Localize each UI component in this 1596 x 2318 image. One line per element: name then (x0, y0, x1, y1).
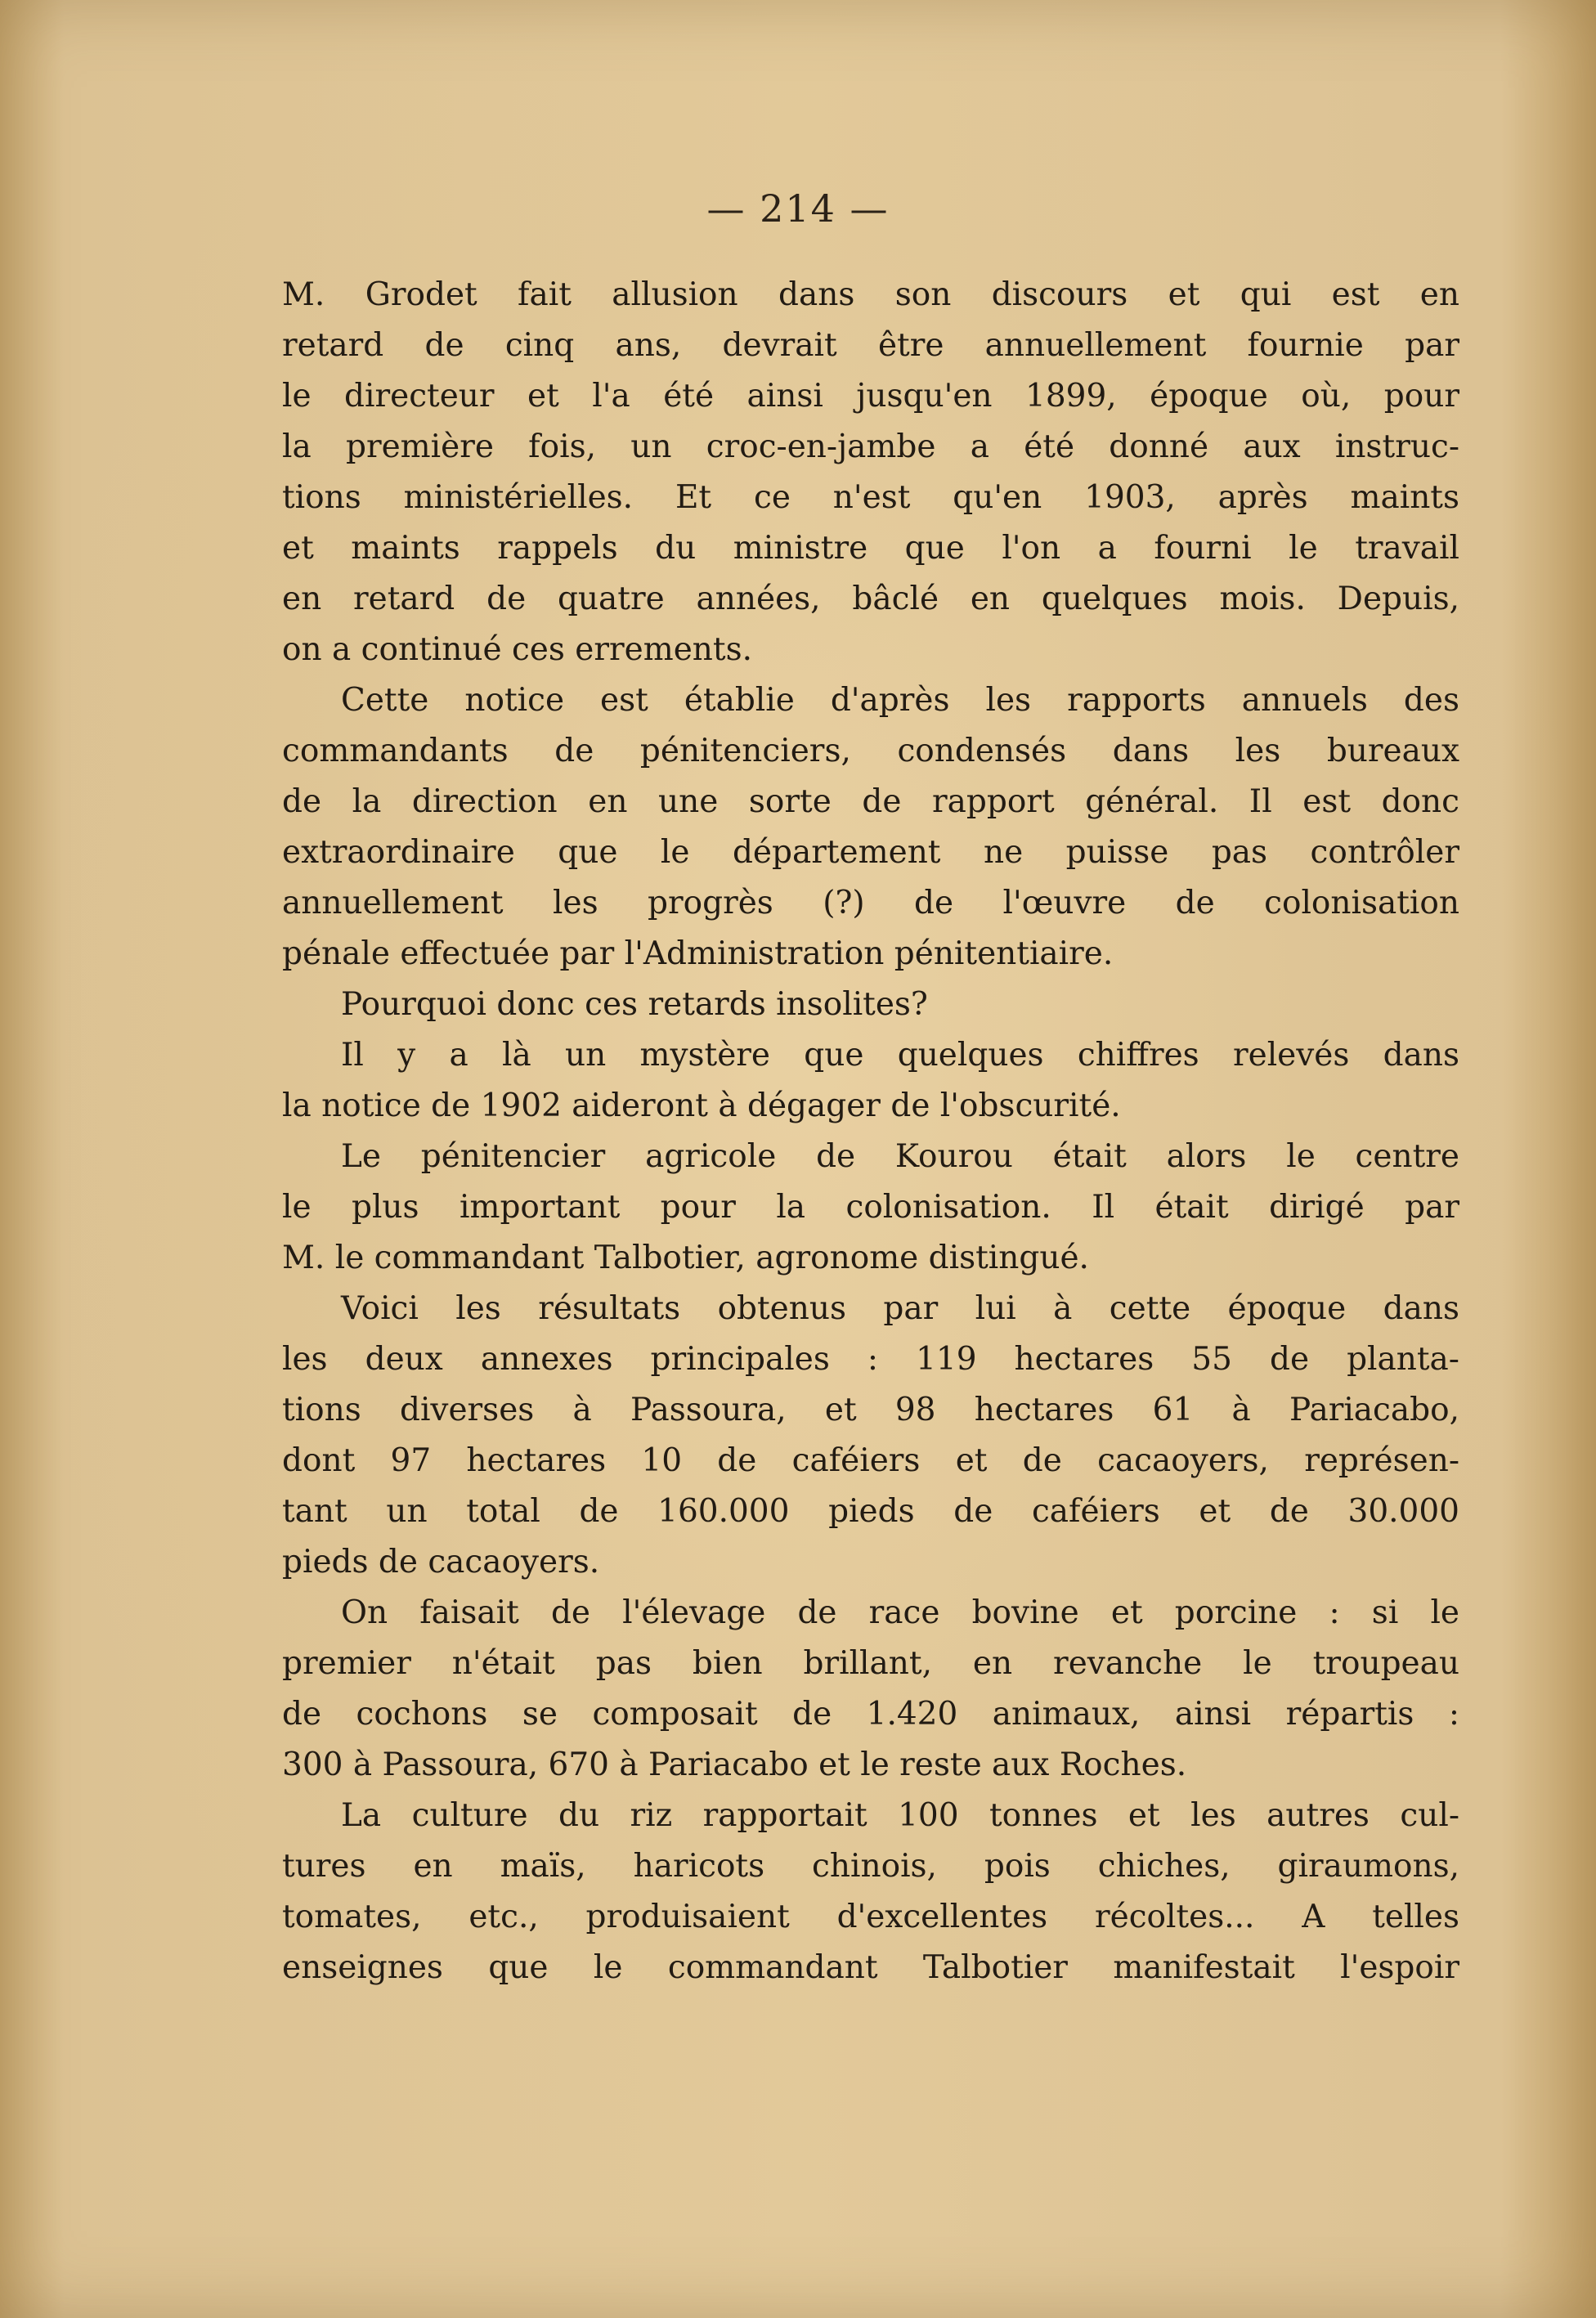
text-line: Voici les résultats obtenus par lui à cette époque dans (341, 1290, 1459, 1327)
text-line: tions diverses à Passoura, et 98 hectares 61 à Pariacabo, (282, 1392, 1459, 1428)
text-line: tions ministérielles. Et ce n'est qu'en 1903, après maints (282, 479, 1459, 516)
text-line: Il y a là un mystère que quelques chiffres relevés dans (341, 1037, 1459, 1074)
text-line: Cette notice est établie d'après les rapports annuels des (341, 682, 1459, 719)
text-line: 300 à Passoura, 670 à Pariacabo et le reste aux Roches. (282, 1746, 1187, 1783)
paragraph (282, 1588, 1459, 1791)
text-line: Le pénitencier agricole de Kourou était alors le centre (341, 1138, 1459, 1175)
text-line: tomates, etc., produisaient d'excellentes récoltes... A telles (282, 1899, 1459, 1935)
text-line: on a continué ces errements. (282, 631, 752, 668)
paragraph (282, 1132, 1459, 1284)
text-line: M. Grodet fait allusion dans son discours et qui est en (282, 276, 1459, 313)
paragraph (282, 1030, 1459, 1132)
text-line: les deux annexes principales : 119 hectares 55 de planta- (282, 1341, 1459, 1378)
text-line: tures en maïs, haricots chinois, pois chiches, giraumons, (282, 1848, 1459, 1885)
text-line: commandants de pénitenciers, condensés dans les bureaux (282, 733, 1459, 769)
paragraph (282, 1284, 1459, 1588)
text-line: La culture du riz rapportait 100 tonnes et les autres cul- (341, 1797, 1459, 1834)
text-line: M. le commandant Talbotier, agronome distingué. (282, 1240, 1089, 1276)
text-line: la première fois, un croc-en-jambe a été donné aux instruc- (282, 428, 1459, 465)
text-line: la notice de 1902 aideront à dégager de l'obscurité. (282, 1087, 1121, 1124)
text-line: et maints rappels du ministre que l'on a fourni le travail (282, 530, 1459, 567)
text-line: dont 97 hectares 10 de caféiers et de cacaoyers, représen- (282, 1442, 1459, 1479)
paragraph (282, 270, 1459, 675)
text-line: de cochons se composait de 1.420 animaux, ainsi répartis : (282, 1696, 1459, 1733)
text-line: tant un total de 160.000 pieds de caféiers et de 30.000 (282, 1493, 1459, 1530)
text-line: le plus important pour la colonisation. Il était dirigé par (282, 1189, 1459, 1226)
text-line: pénale effectuée par l'Administration pénitentiaire. (282, 935, 1114, 972)
text-line: pieds de cacaoyers. (282, 1544, 600, 1580)
text-line: extraordinaire que le département ne puisse pas contrôler (282, 834, 1459, 871)
text-line: On faisait de l'élevage de race bovine et porcine : si le (341, 1594, 1459, 1631)
page-number: — 214 — (706, 186, 890, 231)
text-line: de la direction en une sorte de rapport général. Il est donc (282, 783, 1459, 820)
paragraph (282, 980, 1459, 1030)
text-line: Pourquoi donc ces retards insolites? (341, 986, 928, 1023)
text-line: annuellement les progrès (?) de l'œuvre de colonisation (282, 885, 1459, 921)
text-line: premier n'était pas bien brillant, en revanche le troupeau (282, 1645, 1459, 1682)
paragraph (282, 1791, 1459, 1993)
body-text (282, 270, 1459, 1993)
text-line: enseignes que le commandant Talbotier manifestait l'espoir (282, 1949, 1459, 1986)
text-line: en retard de quatre années, bâclé en quelques mois. Depuis, (282, 581, 1459, 617)
text-line: le directeur et l'a été ainsi jusqu'en 1899, époque où, pour (282, 378, 1459, 415)
paragraph (282, 675, 1459, 980)
text-line: retard de cinq ans, devrait être annuellement fournie par (282, 327, 1459, 364)
